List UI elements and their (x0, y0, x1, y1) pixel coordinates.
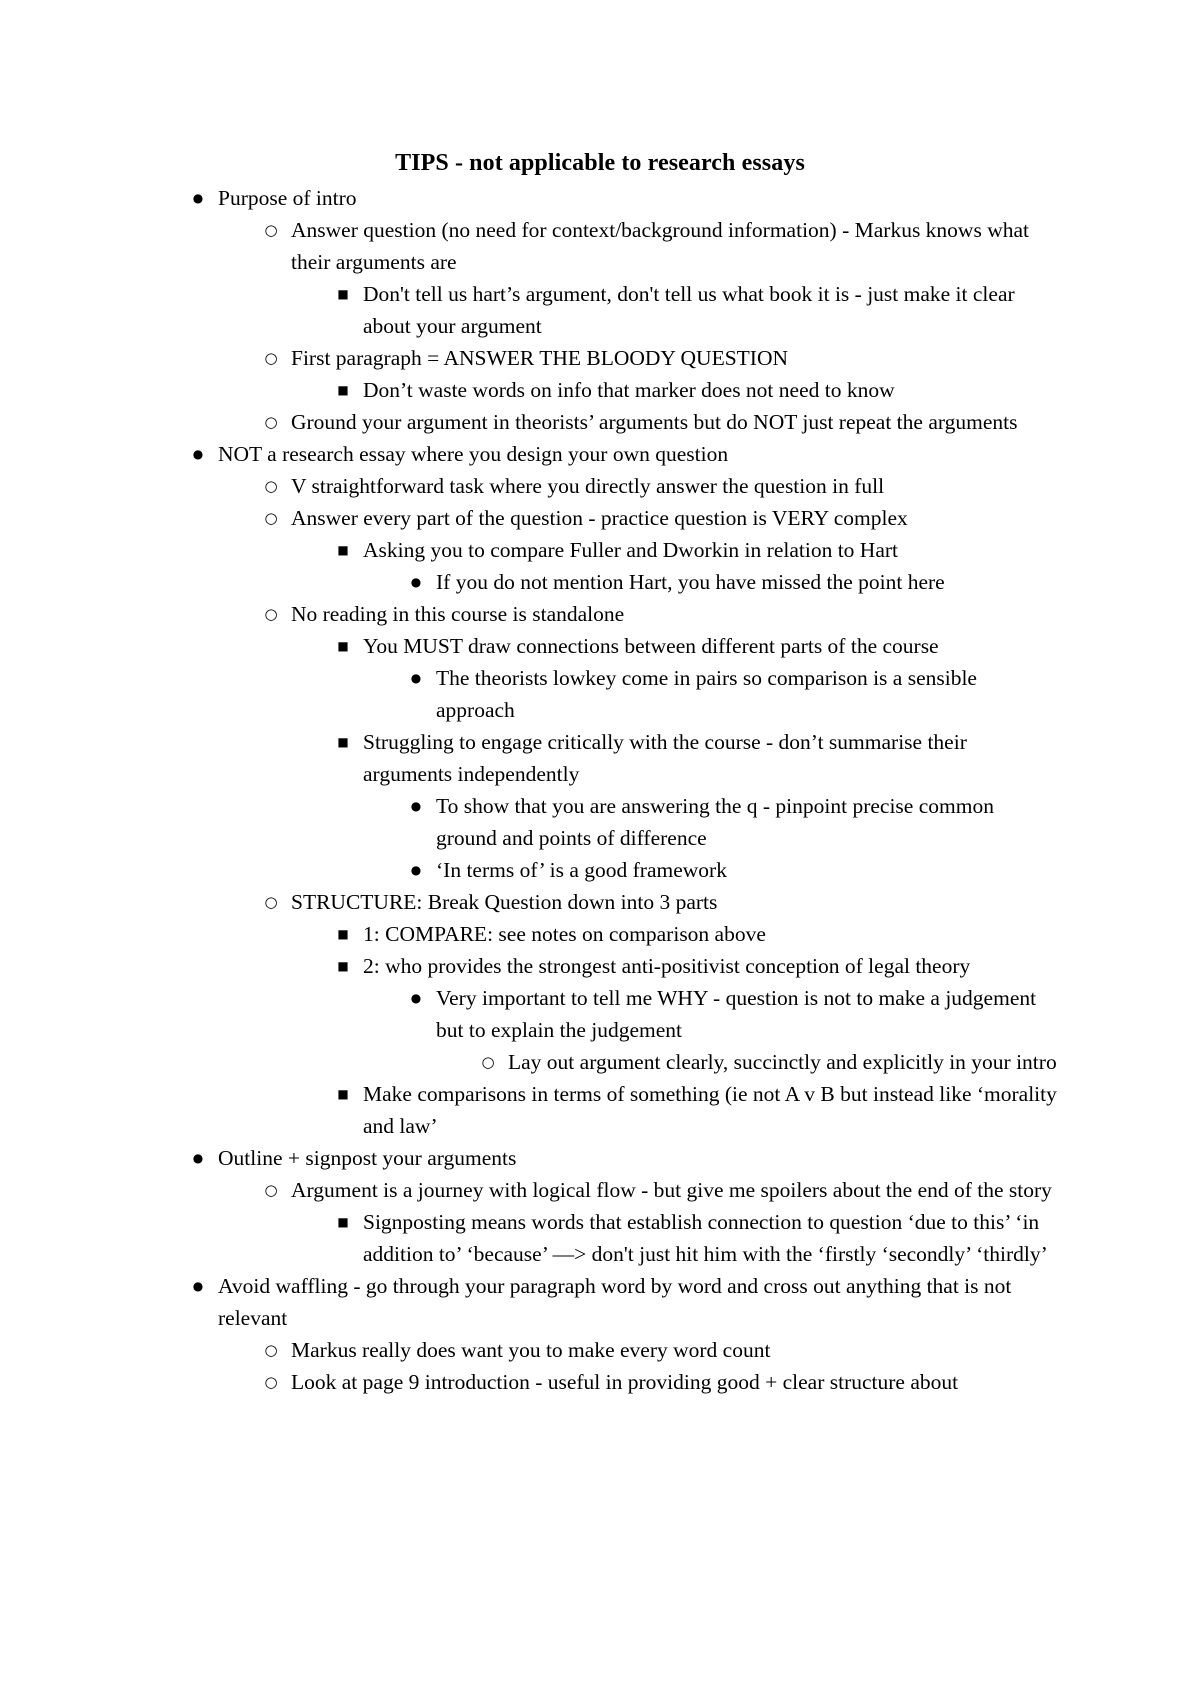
bullet-circle-icon: ○ (481, 1053, 495, 1071)
list-item (264, 406, 1058, 438)
list-item-text: Markus really does want you to make every word count (291, 1338, 771, 1362)
list-item (337, 726, 1058, 790)
list-item-text: First paragraph = ANSWER THE BLOODY QUESTION (291, 346, 789, 370)
list-item (264, 470, 1058, 502)
bullet-circle-icon: ○ (264, 477, 278, 495)
list-item-text: Don't tell us hart’s argument, don't tell us what book it is - just make it clear about your argument (363, 282, 1015, 338)
list-item (192, 438, 1058, 470)
list-item-text: Ground your argument in theorists’ arguments but do NOT just repeat the arguments (291, 410, 1018, 434)
list-item-text: Purpose of intro (218, 186, 357, 210)
list-item (410, 790, 1058, 854)
list-item-text: NOT a research essay where you design your own question (218, 442, 729, 466)
list-item-text: Outline + signpost your arguments (218, 1146, 517, 1170)
list-item (264, 502, 1058, 534)
list-item (410, 566, 1058, 598)
list-item-text: Signposting means words that establish connection to question ‘due to this’ ‘in addition to’ ‘because’ —> don't just hit him with the ‘firstly ‘secondly’ ‘thirdly’ (363, 1210, 1048, 1266)
list-item-text: 1: COMPARE: see notes on comparison above (363, 922, 766, 946)
bullet-disc-icon: ● (192, 1151, 204, 1165)
bullet-square-icon: ■ (337, 735, 349, 749)
list-item (410, 662, 1058, 726)
list-item-text: No reading in this course is standalone (291, 602, 625, 626)
bullet-circle-icon: ○ (264, 509, 278, 527)
bullet-square-icon: ■ (337, 639, 349, 653)
bullet-square-icon: ■ (337, 383, 349, 397)
bullet-disc-icon: ● (192, 1279, 204, 1293)
bullet-circle-icon: ○ (264, 1181, 278, 1199)
list-item-text: Answer every part of the question - practice question is VERY complex (291, 506, 908, 530)
list-item (192, 182, 1058, 214)
list-item-text: Answer question (no need for context/background information) - Markus knows what their arguments are (291, 218, 1029, 274)
list-item (264, 1334, 1058, 1366)
list-item (264, 214, 1058, 278)
list-item-text: Don’t waste words on info that marker does not need to know (363, 378, 895, 402)
list-item (264, 1366, 1058, 1398)
list-item-text: Argument is a journey with logical flow - but give me spoilers about the end of the story (291, 1178, 1052, 1202)
list-item-text: To show that you are answering the q - pinpoint precise common ground and points of difference (436, 794, 994, 850)
list-item (337, 1078, 1058, 1142)
list-item (337, 630, 1058, 662)
list-item-text: Very important to tell me WHY - question is not to make a judgement but to explain the judgement (436, 986, 1037, 1042)
list-item-text: Look at page 9 introduction - useful in providing good + clear structure about (291, 1370, 959, 1394)
bullet-disc-icon: ● (410, 671, 422, 685)
list-item (264, 342, 1058, 374)
bullet-disc-icon: ● (410, 799, 422, 813)
bullet-square-icon: ■ (337, 959, 349, 973)
list-item-text: V straightforward task where you directly answer the question in full (291, 474, 885, 498)
bullet-circle-icon: ○ (264, 413, 278, 431)
list-item (410, 854, 1058, 886)
list-item (264, 1174, 1058, 1206)
list-item-text: Asking you to compare Fuller and Dworkin in relation to Hart (363, 538, 899, 562)
bullet-circle-icon: ○ (264, 605, 278, 623)
bullet-disc-icon: ● (410, 991, 422, 1005)
list-item-text: ‘In terms of’ is a good framework (436, 858, 727, 882)
list-item-text: The theorists lowkey come in pairs so comparison is a sensible approach (436, 666, 977, 722)
bullet-circle-icon: ○ (264, 349, 278, 367)
bullet-circle-icon: ○ (264, 893, 278, 911)
list-item-text: Make comparisons in terms of something (ie not A v B but instead like ‘morality and law’ (363, 1082, 1057, 1138)
bullet-disc-icon: ● (410, 575, 422, 589)
list-item-text: Lay out argument clearly, succinctly and explicitly in your intro (508, 1050, 1057, 1074)
list-item-text: You MUST draw connections between different parts of the course (363, 634, 939, 658)
bullet-square-icon: ■ (337, 1087, 349, 1101)
list-item (481, 1046, 1058, 1078)
list-item (337, 918, 1058, 950)
bullet-circle-icon: ○ (264, 1373, 278, 1391)
bullet-square-icon: ■ (337, 543, 349, 557)
list-item (410, 982, 1058, 1046)
list-item (337, 950, 1058, 982)
bullet-disc-icon: ● (192, 447, 204, 461)
bullet-disc-icon: ● (192, 191, 204, 205)
list-item (264, 886, 1058, 918)
list-item-text: STRUCTURE: Break Question down into 3 parts (291, 890, 718, 914)
notes-list (0, 182, 1200, 1398)
list-item (264, 598, 1058, 630)
bullet-circle-icon: ○ (264, 221, 278, 239)
list-item (337, 374, 1058, 406)
bullet-disc-icon: ● (410, 863, 422, 877)
bullet-square-icon: ■ (337, 287, 349, 301)
bullet-square-icon: ■ (337, 927, 349, 941)
bullet-square-icon: ■ (337, 1215, 349, 1229)
bullet-circle-icon: ○ (264, 1341, 278, 1359)
list-item (192, 1270, 1058, 1334)
list-item (192, 1142, 1058, 1174)
list-item (337, 278, 1058, 342)
list-item (337, 534, 1058, 566)
list-item-text: Avoid waffling - go through your paragraph word by word and cross out anything that is not relevant (218, 1274, 1012, 1330)
list-item (337, 1206, 1058, 1270)
list-item-text: 2: who provides the strongest anti-positivist conception of legal theory (363, 954, 971, 978)
list-item-text: If you do not mention Hart, you have missed the point here (436, 570, 945, 594)
list-item-text: Struggling to engage critically with the course - don’t summarise their arguments independently (363, 730, 967, 786)
document-title: TIPS - not applicable to research essays (395, 150, 805, 176)
